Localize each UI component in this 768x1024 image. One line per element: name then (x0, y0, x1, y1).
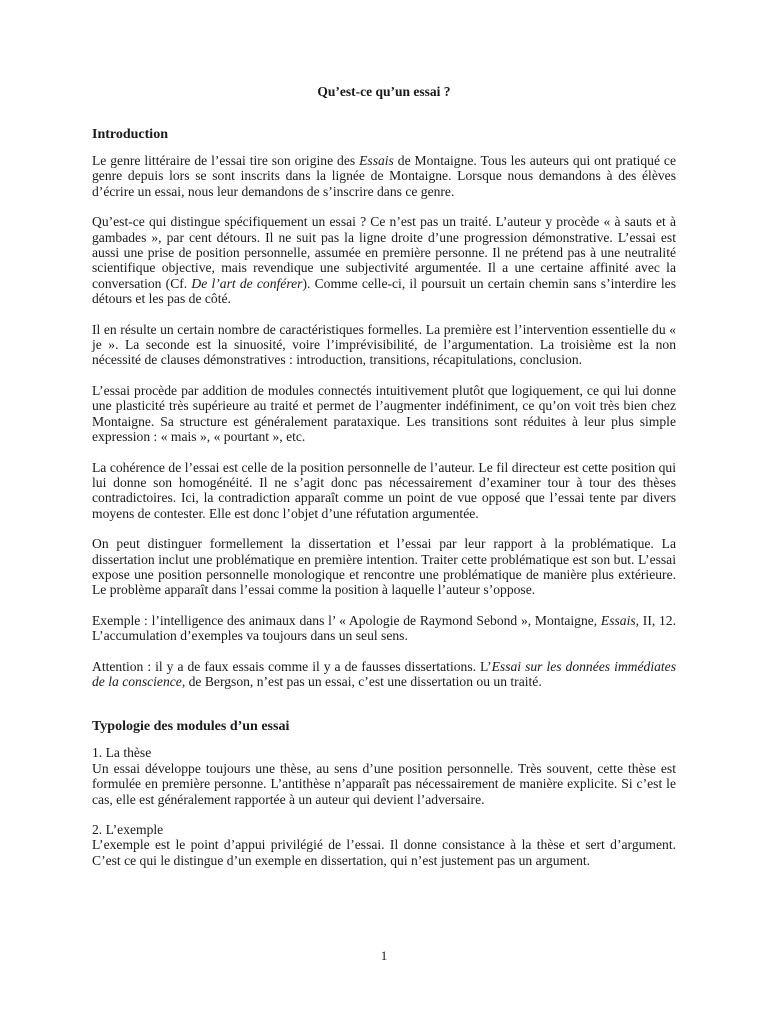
paragraph: Il en résulte un certain nombre de caractéristiques formelles. La première est l’intervention essentielle du « je ». La seconde est la sinuosité, voire l’imprévisibilité, de l’argumentation. La troisième est la non nécessité de clauses démonstratives : introduction, transitions, récapitulations, conclusion. (92, 321, 676, 368)
paragraph-text: , II, 12. L’accumulation d’exemples va toujours dans un seul sens. (92, 612, 676, 644)
module-text: L’exemple est le point d’appui privilégié de l’essai. Il donne consistance à la thèse et sert d’argument. C’est ce qui le distingue d’un exemple en dissertation, qui n’est justement pas un argument. (92, 837, 676, 868)
paragraph (92, 153, 676, 199)
paragraph: On peut distinguer formellement la dissertation et l’essai par leur rapport à la problématique. La dissertation inclut une problématique en première intention. Traiter cette problématique est son but. L’essai expose une position personnelle monologique et rencontre une problématique de manière plus extérieure. Le problème apparaît dans l’essai comme la position à laquelle l’auteur s’oppose. (92, 536, 676, 598)
module-item (92, 822, 676, 868)
section-heading-introduction: Introduction (92, 127, 168, 142)
paragraph-text: , de Bergson, n’est pas un essai, c’est une dissertation ou un traité. (181, 673, 542, 689)
section-heading-typologie: Typologie des modules d’un essai (92, 719, 290, 735)
paragraph-text: ). Comme celle-ci, il poursuit un certain chemin sans s’interdire les détours et les pas de côté. (92, 275, 676, 307)
italic-title: Essais (600, 612, 636, 628)
italic-title: De l’art de conférer (191, 275, 303, 291)
module-label: 2. L’exemple (92, 822, 164, 837)
document-body (92, 127, 676, 868)
module-text: Un essai développe toujours une thèse, au sens d’une position personnelle. Très souvent, cette thèse est formulée en première personne. L’antithèse n’apparaît pas nécessairement de manière explicite. Si c’est le cas, elle est généralement rapportée à un auteur qui devient l’adversaire. (92, 760, 676, 807)
paragraph-text: Qu’est-ce qui distingue spécifiquement un essai ? Ce n’est pas un traité. L’auteur y procède « à sauts et à gambades », par cent détours. Il ne suit pas la ligne droite d’une progression démonstrative. L’essai est aussi une prise de position personnelle, assumée en première personne. Il ne prétend pas à une neutralité scientifique objective, mais revendique une subjectivité argumentée. Il a une certaine affinité avec la conversation (Cf. (92, 214, 676, 291)
paragraph: L’essai procède par addition de modules connectés intuitivement plutôt que logiquement, ce qui lui donne une plasticité très supérieure au traité et permet de l’augmenter indéfiniment, ce qu’on voit très bien chez Montaigne. Sa structure est généralement parataxique. Les transitions sont réduites à leur plus simple expression : « mais », « pourtant », etc. (92, 382, 676, 445)
paragraph: La cohérence de l’essai est celle de la position personnelle de l’auteur. Le fil directeur est cette position qui lui donne son homogénéité. Il ne s’agit donc pas nécessairement d’examiner tour à tour des thèses contradictoires. Ici, la contradiction apparaît comme un point de vue opposé que l’essai tente par divers moyens de contester. Elle est donc l’objet d’une réfutation argumentée. (92, 459, 676, 521)
italic-title: Essai sur les données immédiates de la conscience (92, 658, 676, 689)
paragraph-text: de Montaigne. Tous les auteurs qui ont pratiqué ce genre depuis lors se sont inscrits dans la lignée de Montaigne. Lorsque nous demandons à des élèves d’écrire un essai, nous leur demandons de s’inscrire dans ce genre. (92, 153, 676, 199)
page-number: 1 (380, 948, 388, 963)
paragraph-text: Exemple : l’intelligence des animaux dans l’ « Apologie de Raymond Sebond », Montaigne, (92, 612, 601, 628)
paragraph-text: Le genre littéraire de l’essai tire son origine des (92, 153, 360, 168)
document-page (92, 0, 676, 1024)
module-item (92, 745, 676, 807)
paragraph (92, 214, 676, 306)
italic-title: Essais (359, 153, 394, 168)
paragraph (92, 659, 676, 690)
document-title: Qu’est-ce qu’un essai ? (317, 84, 451, 99)
paragraph-text: Attention : il y a de faux essais comme il y a de fausses dissertations. L’ (92, 658, 492, 674)
module-label: 1. La thèse (92, 745, 152, 761)
paragraph (92, 613, 676, 644)
